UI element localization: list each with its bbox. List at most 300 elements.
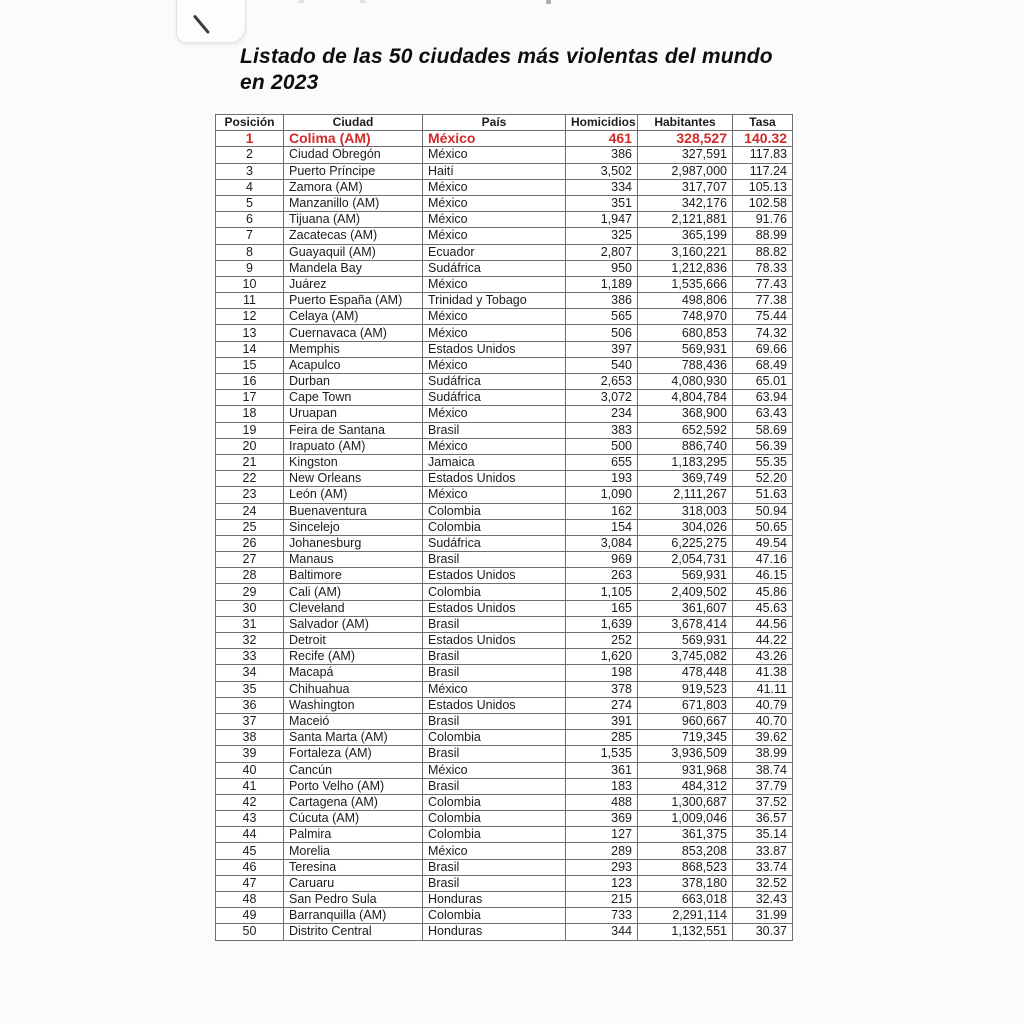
table-cell: México xyxy=(423,179,566,195)
table-row xyxy=(216,892,793,908)
annotation-tool-fragment xyxy=(176,0,246,43)
table-cell: 368,900 xyxy=(638,406,733,422)
table-cell: 378,180 xyxy=(638,875,733,891)
table-cell: 327,591 xyxy=(638,147,733,163)
table-cell: 52.20 xyxy=(733,471,793,487)
table-cell: 1,090 xyxy=(566,487,638,503)
table-cell: 117.83 xyxy=(733,147,793,163)
table-cell: 4,804,784 xyxy=(638,390,733,406)
table-cell: Uruapan xyxy=(284,406,423,422)
table-cell: Zamora (AM) xyxy=(284,179,423,195)
violent-cities-table xyxy=(215,114,793,941)
table-cell: Salvador (AM) xyxy=(284,616,423,632)
table-cell: 56.39 xyxy=(733,438,793,454)
table-cell: Haití xyxy=(423,163,566,179)
table-header-row xyxy=(216,115,793,131)
table-row xyxy=(216,552,793,568)
table-cell: 36 xyxy=(216,697,284,713)
table-cell: 88.82 xyxy=(733,244,793,260)
table-cell: 117.24 xyxy=(733,163,793,179)
table-cell: 47.16 xyxy=(733,552,793,568)
table-row xyxy=(216,924,793,940)
table-cell: 63.94 xyxy=(733,390,793,406)
table-cell: 19 xyxy=(216,422,284,438)
table-row xyxy=(216,665,793,681)
table-cell: 361,375 xyxy=(638,827,733,843)
table-cell: 48 xyxy=(216,892,284,908)
table-cell: 6,225,275 xyxy=(638,535,733,551)
table-cell: 569,931 xyxy=(638,568,733,584)
table-cell: 931,968 xyxy=(638,762,733,778)
table-cell: 30.37 xyxy=(733,924,793,940)
table-cell: 3 xyxy=(216,163,284,179)
table-cell: 361,607 xyxy=(638,600,733,616)
table-row xyxy=(216,357,793,373)
table-cell: 58.69 xyxy=(733,422,793,438)
table-cell: Mandela Bay xyxy=(284,260,423,276)
col-header-tasa: Tasa xyxy=(733,115,793,131)
table-cell: Sudáfrica xyxy=(423,374,566,390)
table-cell: Washington xyxy=(284,697,423,713)
table-row xyxy=(216,341,793,357)
table-cell: 484,312 xyxy=(638,778,733,794)
table-cell: 386 xyxy=(566,293,638,309)
table-cell: 35 xyxy=(216,681,284,697)
table-cell: 105.13 xyxy=(733,179,793,195)
table-cell: 391 xyxy=(566,713,638,729)
table-cell: Buenaventura xyxy=(284,503,423,519)
table-cell: 1 xyxy=(216,131,284,147)
table-cell: Ecuador xyxy=(423,244,566,260)
table-cell: 50.94 xyxy=(733,503,793,519)
table-cell: Chihuahua xyxy=(284,681,423,697)
table-cell: Ciudad Obregón xyxy=(284,147,423,163)
table-cell: Brasil xyxy=(423,875,566,891)
table-cell: 3,678,414 xyxy=(638,616,733,632)
table-cell: 193 xyxy=(566,471,638,487)
table-cell: 77.43 xyxy=(733,276,793,292)
table-row xyxy=(216,762,793,778)
table-cell: Brasil xyxy=(423,649,566,665)
table-cell: 40.79 xyxy=(733,697,793,713)
table-cell: 3,936,509 xyxy=(638,746,733,762)
table-cell: 38.99 xyxy=(733,746,793,762)
table-cell: Estados Unidos xyxy=(423,568,566,584)
table-cell: 33 xyxy=(216,649,284,665)
table-cell: 2,409,502 xyxy=(638,584,733,600)
table-cell: Sudáfrica xyxy=(423,390,566,406)
table-cell: 4,080,930 xyxy=(638,374,733,390)
table-cell: Sincelejo xyxy=(284,519,423,535)
table-cell: México xyxy=(423,276,566,292)
table-cell: 68.49 xyxy=(733,357,793,373)
table-cell: 655 xyxy=(566,454,638,470)
table-cell: Sudáfrica xyxy=(423,535,566,551)
table-cell: Colombia xyxy=(423,584,566,600)
table-cell: 21 xyxy=(216,454,284,470)
table-cell: 75.44 xyxy=(733,309,793,325)
table-cell: Celaya (AM) xyxy=(284,309,423,325)
table-cell: 361 xyxy=(566,762,638,778)
table-cell: 32.52 xyxy=(733,875,793,891)
table-cell: Maceió xyxy=(284,713,423,729)
table-row xyxy=(216,859,793,875)
table-cell: Durban xyxy=(284,374,423,390)
table-cell: Feira de Santana xyxy=(284,422,423,438)
table-cell: Colombia xyxy=(423,908,566,924)
table-cell: 36.57 xyxy=(733,811,793,827)
table-cell: Cancún xyxy=(284,762,423,778)
table-cell: 22 xyxy=(216,471,284,487)
table-cell: Cape Town xyxy=(284,390,423,406)
table-cell: Colombia xyxy=(423,503,566,519)
table-cell: Brasil xyxy=(423,422,566,438)
table-cell: México xyxy=(423,195,566,211)
table-row xyxy=(216,503,793,519)
col-header-posicion: Posición xyxy=(216,115,284,131)
table-cell: 14 xyxy=(216,341,284,357)
page-title-line1: Listado de las 50 ciudades más violentas del mundo xyxy=(240,45,773,68)
table-cell: 285 xyxy=(566,730,638,746)
pen-stroke-icon xyxy=(193,15,210,35)
table-cell: 2,121,881 xyxy=(638,212,733,228)
table-cell: 23 xyxy=(216,487,284,503)
table-cell: 886,740 xyxy=(638,438,733,454)
table-cell: Estados Unidos xyxy=(423,697,566,713)
table-cell: Cali (AM) xyxy=(284,584,423,600)
table-cell: Guayaquil (AM) xyxy=(284,244,423,260)
table-body xyxy=(216,131,793,940)
table-row xyxy=(216,908,793,924)
table-cell: 950 xyxy=(566,260,638,276)
table-cell: Colombia xyxy=(423,827,566,843)
table-cell: 37.52 xyxy=(733,794,793,810)
table-cell: 41.11 xyxy=(733,681,793,697)
table-cell: 969 xyxy=(566,552,638,568)
table-cell: 34 xyxy=(216,665,284,681)
table-cell: 32 xyxy=(216,633,284,649)
table-cell: 47 xyxy=(216,875,284,891)
table-cell: 49.54 xyxy=(733,535,793,551)
table-cell: México xyxy=(423,762,566,778)
table-cell: 1,009,046 xyxy=(638,811,733,827)
table-cell: 351 xyxy=(566,195,638,211)
table-cell: Brasil xyxy=(423,859,566,875)
table-cell: Macapá xyxy=(284,665,423,681)
table-row xyxy=(216,260,793,276)
table-cell: 31 xyxy=(216,616,284,632)
table-cell: 40.70 xyxy=(733,713,793,729)
table-cell: Tijuana (AM) xyxy=(284,212,423,228)
table-cell: Estados Unidos xyxy=(423,471,566,487)
table-row xyxy=(216,147,793,163)
table-cell: Colombia xyxy=(423,730,566,746)
table-row xyxy=(216,811,793,827)
table-row xyxy=(216,422,793,438)
table-cell: 1,300,687 xyxy=(638,794,733,810)
table-cell: México xyxy=(423,357,566,373)
table-row xyxy=(216,244,793,260)
table-row xyxy=(216,875,793,891)
table-cell: 304,026 xyxy=(638,519,733,535)
table-cell: 569,931 xyxy=(638,341,733,357)
table-row xyxy=(216,179,793,195)
table-cell: Detroit xyxy=(284,633,423,649)
table-row xyxy=(216,568,793,584)
table-cell: México xyxy=(423,438,566,454)
table-cell: 652,592 xyxy=(638,422,733,438)
table-row xyxy=(216,438,793,454)
table-cell: Porto Velho (AM) xyxy=(284,778,423,794)
table-cell: 9 xyxy=(216,260,284,276)
table-cell: 6 xyxy=(216,212,284,228)
table-cell: 386 xyxy=(566,147,638,163)
table-cell: 162 xyxy=(566,503,638,519)
table-cell: Brasil xyxy=(423,713,566,729)
table-cell: Baltimore xyxy=(284,568,423,584)
table-cell: 3,745,082 xyxy=(638,649,733,665)
table-cell: 30 xyxy=(216,600,284,616)
table-row xyxy=(216,131,793,147)
table-cell: 46 xyxy=(216,859,284,875)
table-row xyxy=(216,794,793,810)
table-row xyxy=(216,163,793,179)
table-cell: 65.01 xyxy=(733,374,793,390)
table-cell: Cúcuta (AM) xyxy=(284,811,423,827)
table-cell: 369 xyxy=(566,811,638,827)
table-cell: 38.74 xyxy=(733,762,793,778)
table-cell: 50 xyxy=(216,924,284,940)
table-cell: 127 xyxy=(566,827,638,843)
table-cell: 50.65 xyxy=(733,519,793,535)
table-cell: Cartagena (AM) xyxy=(284,794,423,810)
table-cell: 45 xyxy=(216,843,284,859)
cropped-text-remnant xyxy=(360,0,366,3)
page-title xyxy=(240,44,800,96)
table-cell: 17 xyxy=(216,390,284,406)
table-cell: Colombia xyxy=(423,794,566,810)
col-header-ciudad: Ciudad xyxy=(284,115,423,131)
table-row xyxy=(216,600,793,616)
table-cell: Puerto España (AM) xyxy=(284,293,423,309)
table-cell: 33.87 xyxy=(733,843,793,859)
table-row xyxy=(216,293,793,309)
table-row xyxy=(216,584,793,600)
table-row xyxy=(216,212,793,228)
table-cell: 2,987,000 xyxy=(638,163,733,179)
table-cell: 44.22 xyxy=(733,633,793,649)
table-cell: 378 xyxy=(566,681,638,697)
table-cell: 154 xyxy=(566,519,638,535)
table-cell: 31.99 xyxy=(733,908,793,924)
table-cell: México xyxy=(423,309,566,325)
table-cell: 540 xyxy=(566,357,638,373)
table-cell: 12 xyxy=(216,309,284,325)
table-cell: 274 xyxy=(566,697,638,713)
table-cell: Manaus xyxy=(284,552,423,568)
table-cell: 3,072 xyxy=(566,390,638,406)
table-cell: 748,970 xyxy=(638,309,733,325)
table-cell: 1,189 xyxy=(566,276,638,292)
col-header-homicidios: Homicidios xyxy=(566,115,638,131)
table-cell: 344 xyxy=(566,924,638,940)
table-row xyxy=(216,633,793,649)
table-cell: Memphis xyxy=(284,341,423,357)
table-cell: Santa Marta (AM) xyxy=(284,730,423,746)
table-cell: 102.58 xyxy=(733,195,793,211)
table-row xyxy=(216,276,793,292)
table-cell: 10 xyxy=(216,276,284,292)
table-cell: 11 xyxy=(216,293,284,309)
table-row xyxy=(216,195,793,211)
page-title-line2: en 2023 xyxy=(240,71,319,94)
table-cell: 44 xyxy=(216,827,284,843)
table-cell: 18 xyxy=(216,406,284,422)
table-row xyxy=(216,228,793,244)
table-cell: 498,806 xyxy=(638,293,733,309)
table-cell: 74.32 xyxy=(733,325,793,341)
table-cell: 165 xyxy=(566,600,638,616)
table-cell: Brasil xyxy=(423,552,566,568)
table-cell: 325 xyxy=(566,228,638,244)
table-cell: Honduras xyxy=(423,924,566,940)
table-row xyxy=(216,616,793,632)
table-cell: México xyxy=(423,131,566,147)
table-row xyxy=(216,519,793,535)
table-cell: León (AM) xyxy=(284,487,423,503)
table-cell: 318,003 xyxy=(638,503,733,519)
table-cell: México xyxy=(423,212,566,228)
table-cell: Fortaleza (AM) xyxy=(284,746,423,762)
table-cell: 45.63 xyxy=(733,600,793,616)
table-cell: San Pedro Sula xyxy=(284,892,423,908)
table-cell: 788,436 xyxy=(638,357,733,373)
table-cell: 960,667 xyxy=(638,713,733,729)
table-cell: México xyxy=(423,228,566,244)
table-cell: Kingston xyxy=(284,454,423,470)
table-cell: 27 xyxy=(216,552,284,568)
table-row xyxy=(216,843,793,859)
table-cell: 1,132,551 xyxy=(638,924,733,940)
table-row xyxy=(216,730,793,746)
table-cell: Irapuato (AM) xyxy=(284,438,423,454)
table-cell: 37 xyxy=(216,713,284,729)
table-cell: 45.86 xyxy=(733,584,793,600)
table-cell: 488 xyxy=(566,794,638,810)
table-cell: Recife (AM) xyxy=(284,649,423,665)
table-cell: Zacatecas (AM) xyxy=(284,228,423,244)
table-cell: 7 xyxy=(216,228,284,244)
table-cell: México xyxy=(423,843,566,859)
table-cell: 3,502 xyxy=(566,163,638,179)
table-cell: 26 xyxy=(216,535,284,551)
table-cell: 28 xyxy=(216,568,284,584)
table-cell: Puerto Príncipe xyxy=(284,163,423,179)
table-cell: 383 xyxy=(566,422,638,438)
table-cell: 44.56 xyxy=(733,616,793,632)
table-cell: 77.38 xyxy=(733,293,793,309)
table-cell: Estados Unidos xyxy=(423,600,566,616)
table-cell: 565 xyxy=(566,309,638,325)
table-cell: 91.76 xyxy=(733,212,793,228)
cropped-text-remnant xyxy=(546,0,551,4)
table-row xyxy=(216,390,793,406)
table-cell: 55.35 xyxy=(733,454,793,470)
table-cell: Colombia xyxy=(423,519,566,535)
table-cell: 663,018 xyxy=(638,892,733,908)
table-cell: 43 xyxy=(216,811,284,827)
table-cell: México xyxy=(423,147,566,163)
table-row xyxy=(216,649,793,665)
table-cell: Caruaru xyxy=(284,875,423,891)
table-cell: Morelia xyxy=(284,843,423,859)
table-cell: 20 xyxy=(216,438,284,454)
table-cell: Colima (AM) xyxy=(284,131,423,147)
table-cell: Teresina xyxy=(284,859,423,875)
table-cell: México xyxy=(423,681,566,697)
col-header-pais: País xyxy=(423,115,566,131)
table-cell: 252 xyxy=(566,633,638,649)
table-row xyxy=(216,746,793,762)
table-cell: 41.38 xyxy=(733,665,793,681)
table-row xyxy=(216,697,793,713)
table-row xyxy=(216,681,793,697)
table-cell: 69.66 xyxy=(733,341,793,357)
table-row xyxy=(216,827,793,843)
table-cell: México xyxy=(423,406,566,422)
table-cell: 3,160,221 xyxy=(638,244,733,260)
table-cell: 2,653 xyxy=(566,374,638,390)
table-cell: 46.15 xyxy=(733,568,793,584)
table-row xyxy=(216,406,793,422)
table-cell: 2,807 xyxy=(566,244,638,260)
table-row xyxy=(216,374,793,390)
table-row xyxy=(216,535,793,551)
table-cell: 671,803 xyxy=(638,697,733,713)
table-cell: 2,054,731 xyxy=(638,552,733,568)
table-cell: México xyxy=(423,487,566,503)
table-cell: 38 xyxy=(216,730,284,746)
table-row xyxy=(216,454,793,470)
table-cell: Sudáfrica xyxy=(423,260,566,276)
table-cell: 13 xyxy=(216,325,284,341)
table-cell: 334 xyxy=(566,179,638,195)
table-cell: 25 xyxy=(216,519,284,535)
table-cell: 35.14 xyxy=(733,827,793,843)
table-cell: 49 xyxy=(216,908,284,924)
table-row xyxy=(216,471,793,487)
table-cell: Brasil xyxy=(423,778,566,794)
table-cell: 215 xyxy=(566,892,638,908)
table-cell: 15 xyxy=(216,357,284,373)
table-cell: 733 xyxy=(566,908,638,924)
table-cell: New Orleans xyxy=(284,471,423,487)
table-cell: 500 xyxy=(566,438,638,454)
table-cell: 51.63 xyxy=(733,487,793,503)
table-cell: 397 xyxy=(566,341,638,357)
table-cell: Honduras xyxy=(423,892,566,908)
table-cell: 719,345 xyxy=(638,730,733,746)
table-cell: 1,212,836 xyxy=(638,260,733,276)
table-cell: 569,931 xyxy=(638,633,733,649)
table-cell: Palmira xyxy=(284,827,423,843)
cropped-text-remnant xyxy=(298,0,304,3)
table-cell: 2,111,267 xyxy=(638,487,733,503)
table-cell: 263 xyxy=(566,568,638,584)
table-cell: Estados Unidos xyxy=(423,633,566,649)
table-row xyxy=(216,325,793,341)
table-cell: 39.62 xyxy=(733,730,793,746)
